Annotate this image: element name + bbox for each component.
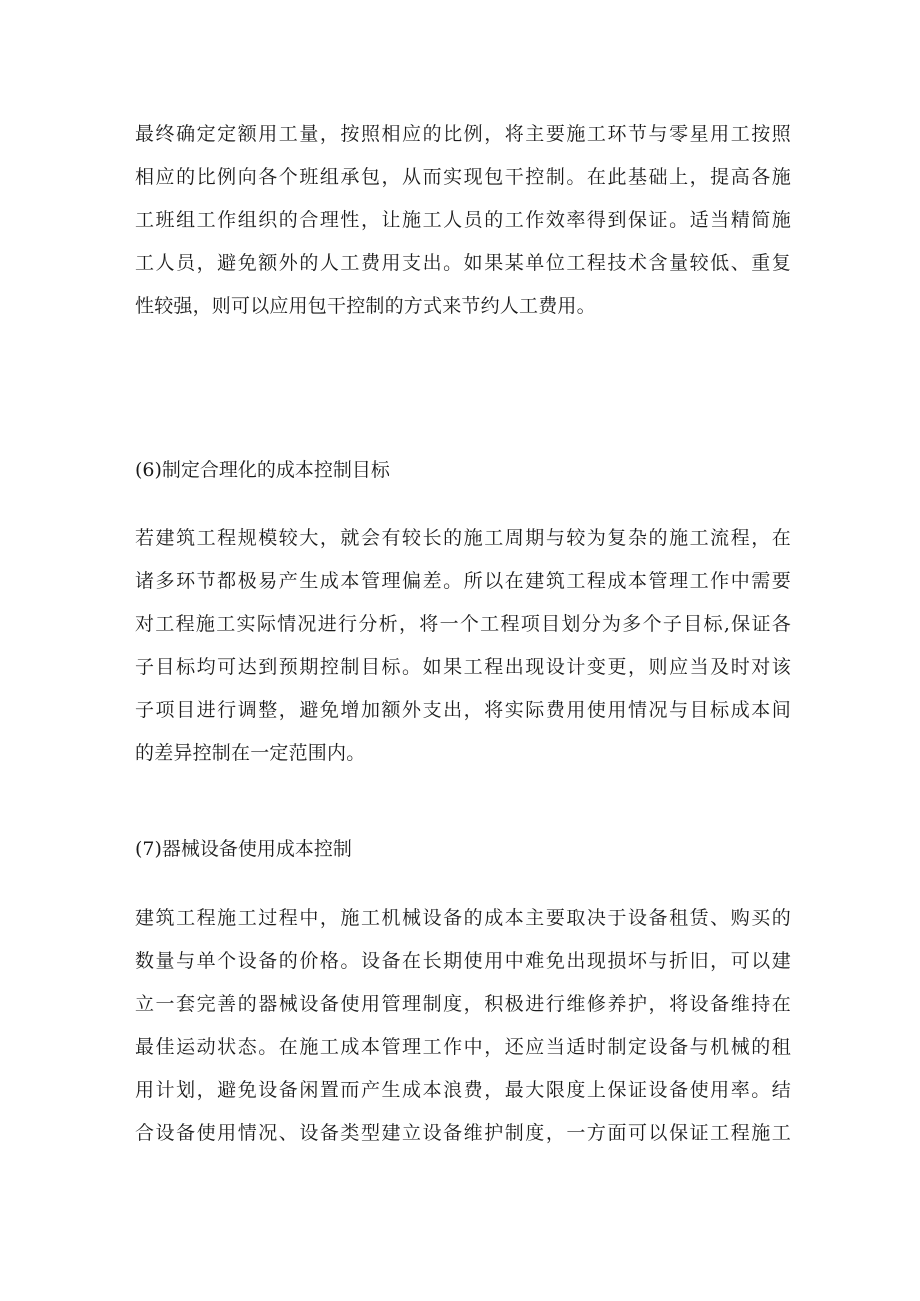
text-line: 工人员，避免额外的人工费用支出。如果某单位工程技术含量较低、重复	[135, 252, 791, 274]
text-line: 性较强，则可以应用包干控制的方式来节约人工费用。	[135, 295, 596, 317]
text-line: 诸多环节都极易产生成本管理偏差。所以在建筑工程成本管理工作中需要	[135, 570, 791, 592]
text-line: 建筑工程施工过程中，施工机械设备的成本主要取决于设备租赁、购买的	[135, 907, 791, 929]
paragraph-cost-target	[135, 517, 791, 775]
text-line: 的差异控制在一定范围内。	[135, 742, 366, 764]
text-line: 子项目进行调整，避免增加额外支出，将实际费用使用情况与目标成本间	[135, 699, 791, 721]
section-heading-6: (6)制定合理化的成本控制目标	[135, 459, 390, 481]
paragraph-equipment-cost	[135, 897, 791, 1155]
text-line: 子目标均可达到预期控制目标。如果工程出现设计变更，则应当及时对该	[135, 656, 791, 678]
text-line: 相应的比例向各个班组承包，从而实现包干控制。在此基础上，提高各施	[135, 166, 791, 188]
text-line: 立一套完善的器械设备使用管理制度，积极进行维修养护，将设备维持在	[135, 993, 791, 1015]
text-line: 对工程施工实际情况进行分析，将一个工程项目划分为多个子目标,保证各	[135, 613, 791, 635]
text-line: 工班组工作组织的合理性，让施工人员的工作效率得到保证。适当精简施	[135, 209, 791, 231]
paragraph-labor-cost	[135, 113, 791, 328]
text-line: 最佳运动状态。在施工成本管理工作中，还应当适时制定设备与机械的租	[135, 1036, 791, 1058]
text-line: 合设备使用情况、设备类型建立设备维护制度，一方面可以保证工程施工	[135, 1122, 791, 1144]
text-line: 最终确定定额用工量，按照相应的比例，将主要施工环节与零星用工按照	[135, 123, 791, 145]
text-line: 数量与单个设备的价格。设备在长期使用中难免出现损坏与折旧，可以建	[135, 950, 791, 972]
text-line: 若建筑工程规模较大，就会有较长的施工周期与较为复杂的施工流程，在	[135, 527, 791, 549]
text-line: 用计划，避免设备闲置而产生成本浪费，最大限度上保证设备使用率。结	[135, 1079, 791, 1101]
section-heading-7: (7)器械设备使用成本控制	[135, 838, 352, 860]
